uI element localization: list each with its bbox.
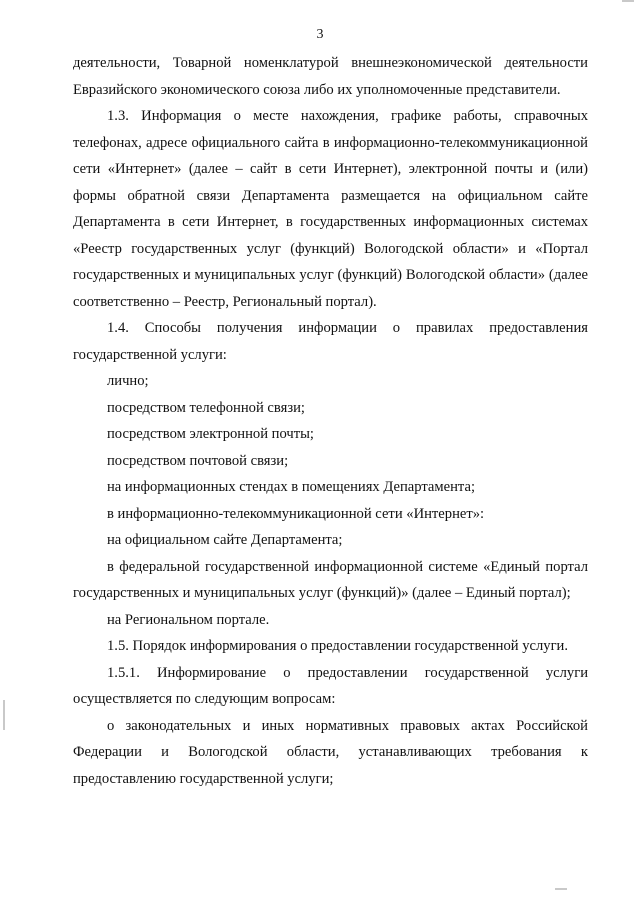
list-item: посредством электронной почты; (107, 426, 314, 442)
paragraph-1-3: 1.3. Информация о месте нахождения, графике работы, справочных телефонах, адресе официального сайта в информационно-телекоммуникационной сети «Интернет» (далее – сайт в сети Интернет), электронной почты и (или) формы обратной связи Департамента размещается на официальном сайте Департамента в сети Интернет, в государственных информационных системах «Реестр государственных услуг (функций) Вологодской области» и «Портал государственных и муниципальных услуг (функций) Вологодской области» (далее соответственно – Реестр, Региональный портал). (73, 108, 588, 310)
paragraph-1-5: 1.5. Порядок информирования о предоставлении государственной услуги. (107, 638, 569, 654)
list-item: посредством почтовой связи; (107, 452, 289, 469)
list-item: посредством телефонной связи; (107, 399, 305, 416)
paragraph-1-4: 1.4. Способы получения информации о правилах предоставления государственной услуги: (73, 320, 588, 363)
list-item: на информационных стендах в помещениях Департамента; (107, 479, 475, 495)
paragraph-federal-portal: в федеральной государственной информационной системе «Единый портал государственных и муниципальных услуг (функций)» (далее – Единый портал); (73, 558, 588, 601)
scan-mark-left (3, 700, 5, 730)
paragraph-1-5-1-item: о законодательных и иных нормативных правовых актах Российской Федерации и Вологодской области, устанавливающих требования к предоставлению государственной услуги; (73, 717, 588, 787)
list-item: на официальном сайте Департамента; (107, 532, 343, 548)
list-item: в информационно-телекоммуникационной сети «Интернет»: (107, 505, 485, 522)
scan-mark-top-right (622, 0, 634, 2)
paragraph-continuation: деятельности, Товарной номенклатурой внешнеэкономической деятельности Евразийского экономического союза либо их уполномоченные представители. (73, 55, 588, 98)
list-item: лично; (107, 373, 149, 389)
list-item: на Региональном портале. (107, 611, 270, 628)
scan-mark-bottom-right (555, 888, 567, 890)
document-body (73, 50, 588, 792)
paragraph-1-5-1: 1.5.1. Информирование о предоставлении государственной услуги осуществляется по следующим вопросам: (73, 664, 588, 707)
page-number: 3 (316, 27, 324, 42)
